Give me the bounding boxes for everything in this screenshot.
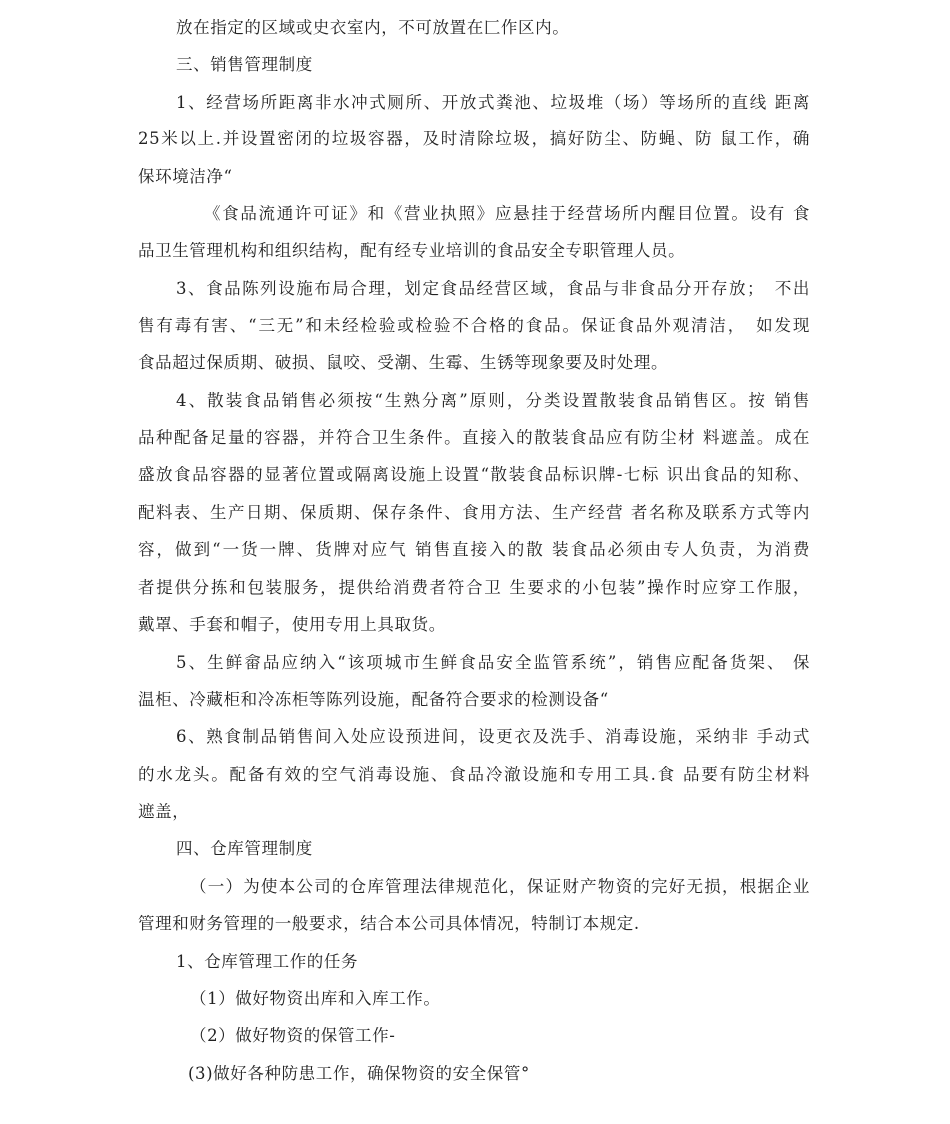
text-line: 配料表、生产日期、保质期、保存条件、食用方法、生产经营 者名称及联系方式等内 <box>138 503 810 522</box>
text-line: 品种配备足量的容器，并符合卫生条件。直接入的散装食品应有防尘材 料遮盖。成在 <box>138 428 810 447</box>
text-line: 的水龙头。配备有效的空气消毒设施、食品冷澈设施和专用工具.食 品要有防尘材料 <box>138 765 810 784</box>
list-item: (3)做好各种防患工作，确保物资的安全保管° <box>188 1064 530 1083</box>
text-line: 保环境洁净“ <box>138 167 233 186</box>
list-item: （1）做好物资出库和入库工作。 <box>190 989 441 1008</box>
text-line: 3、食品陈列设施布局合理，划定食品经营区域，食品与非食品分开存放； 不出 <box>176 279 810 298</box>
text-line: 食品超过保质期、破损、鼠咬、受潮、生霉、生锈等现象要及时处理。 <box>138 353 669 372</box>
text-line: 盛放食品容器的显著位置或隔离设施上设置“散装食品标识牌-七标 识出食品的知称、 <box>138 465 810 484</box>
text-line: 者提供分拣和包装服务，提供给消费者符合卫 生要求的小包装”操作时应穿工作服， <box>138 578 810 597</box>
text-line: 6、熟食制品销售间入处应设预进间，设更衣及洗手、消毒设施，采纳非 手动式 <box>176 727 810 746</box>
list-item: （2）做好物资的保管工作- <box>190 1026 396 1045</box>
text-line: 《食品流通许可证》和《营业执照》应悬挂于经营场所内醒目位置。设有 食 <box>204 204 810 223</box>
text-line: 4、散装食品销售必须按“生熟分离”原则，分类设置散装食品销售区。按 销售 <box>176 391 810 410</box>
section-heading-warehouse: 四、仓库管理制度 <box>176 839 313 858</box>
text-line: 品卫生管理机构和组织结构，配有经专业培训的食品安全专职管理人员。 <box>138 241 686 260</box>
text-line: 售有毒有害、“三无”和未经检验或检验不合格的食品。保证食品外观清洁， 如发现 <box>138 316 810 335</box>
text-line: 容，做到“一货一牌、货牌对应气 销售直接入的散 装食品必须由专人负责，为消费 <box>138 540 810 559</box>
text-line: 管理和财务管理的一般要求，结合本公司具体情况，特制订本规定. <box>138 914 640 933</box>
text-line: 1、经营场所距离非水冲式厕所、开放式粪池、垃圾堆（场）等场所的直线 距离 <box>176 93 810 112</box>
text-line: （一）为使本公司的仓库管理法律规范化，保证财产物资的完好无损，根据企业 <box>190 877 810 896</box>
text-line: 戴罩、手套和帽子，使用专用上具取货。 <box>138 615 446 634</box>
text-line: 5、生鲜畲品应纳入“该项城市生鲜食品安全监管系统”，销售应配备货架、 保 <box>176 653 810 672</box>
text-line: 遮盖， <box>138 802 190 821</box>
section-heading-sales: 三、销售管理制度 <box>176 55 313 74</box>
subheading-warehouse-tasks: 1、仓库管理工作的任务 <box>176 952 359 971</box>
text-line: 25米以上.并设置密闭的垃圾容器，及时清除垃圾，搞好防尘、防蝇、防 鼠工作，确 <box>138 129 810 148</box>
text-line: 放在指定的区域或史衣室内，不可放置在匚作区内。 <box>176 18 570 37</box>
text-line: 温柜、冷藏柜和冷冻柜等陈列设施，配备符合要求的检测设备“ <box>138 690 609 709</box>
